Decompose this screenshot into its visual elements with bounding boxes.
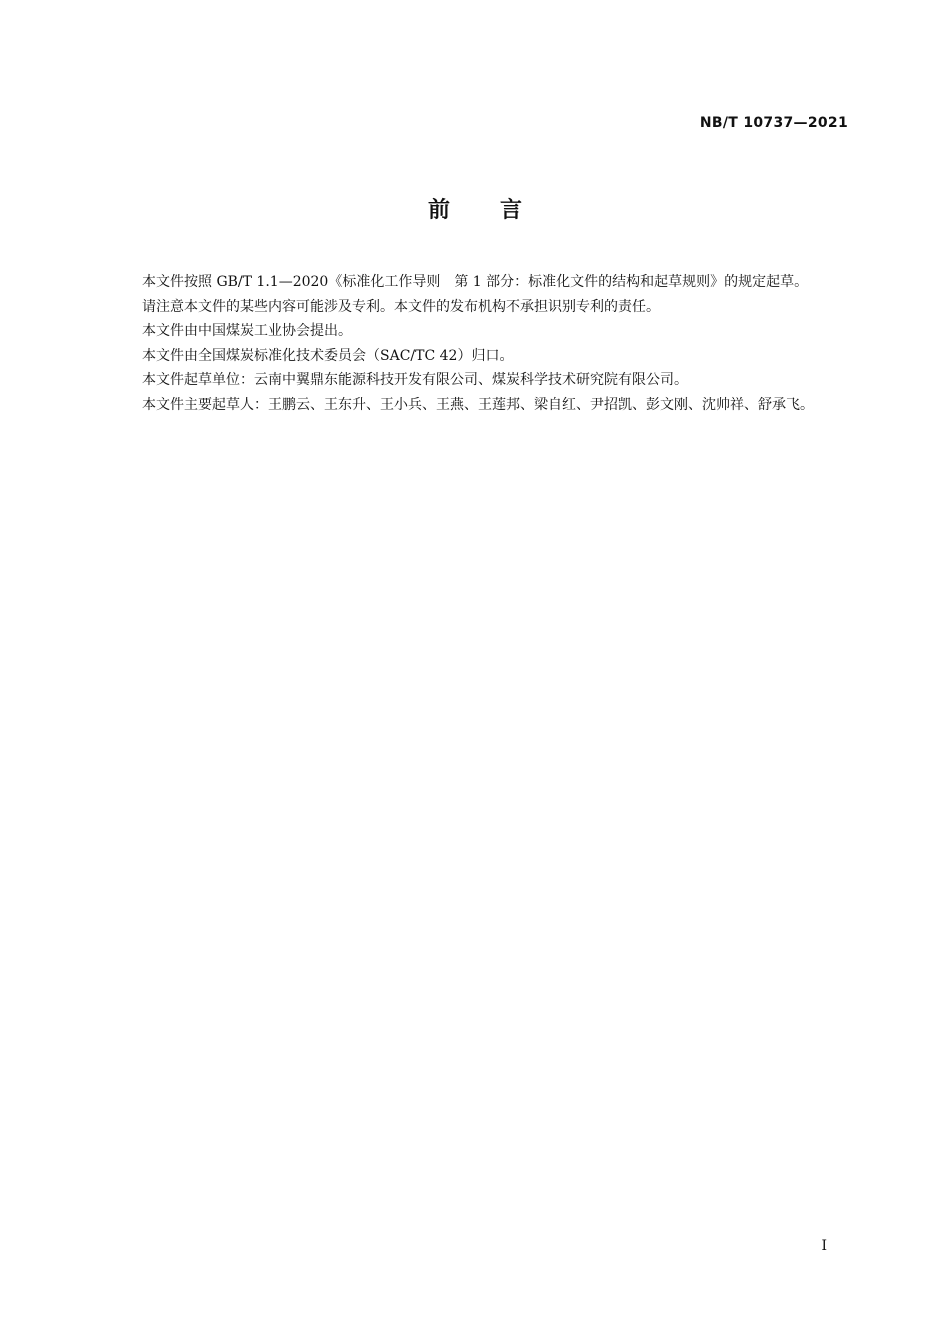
foreword-body xyxy=(114,270,849,417)
paragraph-patent-notice: 请注意本文件的某些内容可能涉及专利。本文件的发布机构不承担识别专利的责任。 xyxy=(142,298,660,315)
page-number: I xyxy=(821,1238,827,1254)
paragraph-technical-committee: 本文件由全国煤炭标准化技术委员会（SAC/TC 42）归口。 xyxy=(142,347,514,364)
paragraph-proposer: 本文件由中国煤炭工业协会提出。 xyxy=(142,323,352,339)
paragraph-drafting-units: 本文件起草单位：云南中翼鼎东能源科技开发有限公司、煤炭科学技术研究院有限公司。 xyxy=(142,372,688,388)
page-title: 前言 xyxy=(427,198,572,223)
paragraph-drafting-rules: 本文件按照 GB/T 1.1—2020《标准化工作导则 第 1 部分：标准化文件的结构和起草规则》的规定起草。 xyxy=(142,274,809,290)
standard-number: NB/T 10737—2021 xyxy=(699,115,848,131)
paragraph-drafters: 本文件主要起草人：王鹏云、王东升、王小兵、王燕、王莲邦、梁自红、尹招凯、彭文刚、沈帅祥、舒承飞。 xyxy=(142,396,814,413)
